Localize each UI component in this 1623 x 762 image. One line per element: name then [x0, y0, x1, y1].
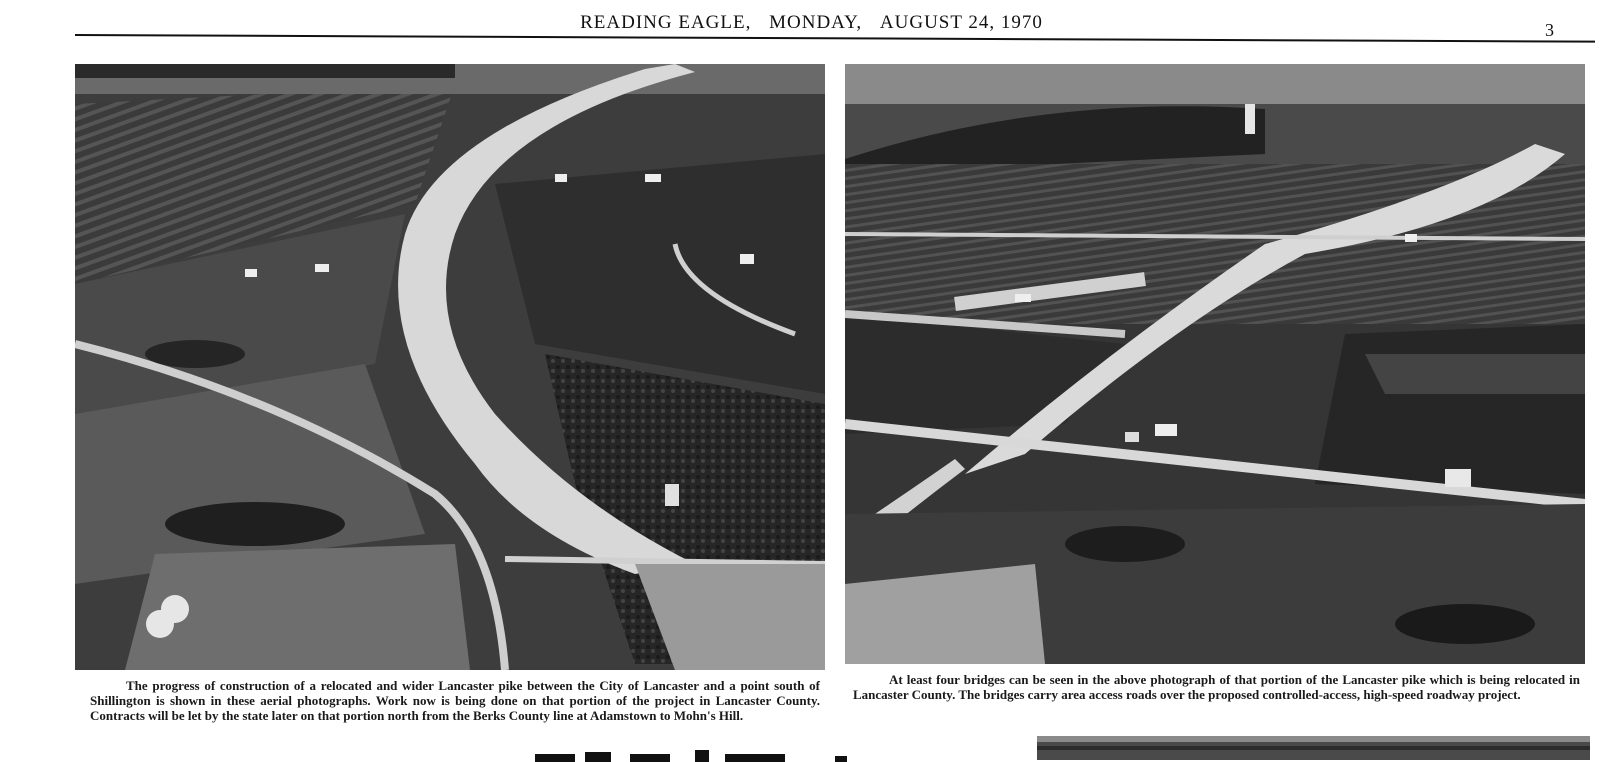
masthead	[0, 12, 1623, 34]
partial-photo-bottom-right	[1037, 736, 1590, 760]
aerial-photo-right-image	[845, 64, 1585, 664]
caption-left	[90, 678, 820, 723]
caption-right	[853, 672, 1580, 702]
masthead-day: MONDAY,	[769, 12, 863, 33]
page-number: 3	[1545, 20, 1554, 40]
masthead-date: AUGUST 24, 1970	[879, 12, 1043, 33]
newspaper-name: READING EAGLE,	[580, 12, 752, 33]
aerial-photo-left-image	[75, 64, 825, 670]
aerial-photo-right	[845, 64, 1585, 664]
caption-left-text: The progress of construction of a relocated and wider Lancaster pike between the City of Lancaster and a point south of Shillington is shown in these aerial photographs. Work now is being done on that portion of the project in Lancaster County. Contracts will be let by the state later on that portion north from the Berks County line at Adamstown to Mohn's Hill.	[90, 678, 820, 723]
caption-right-text: At least four bridges can be seen in the above photograph of that portion of the Lancaster pike which is being relocated in Lancaster County. The bridges carry area access roads over the proposed controlled-access, high-speed roadway project.	[853, 672, 1580, 702]
aerial-photo-left	[75, 64, 825, 670]
masthead-rule	[75, 34, 1595, 43]
partial-photo-bottom-right-image	[1037, 736, 1590, 760]
